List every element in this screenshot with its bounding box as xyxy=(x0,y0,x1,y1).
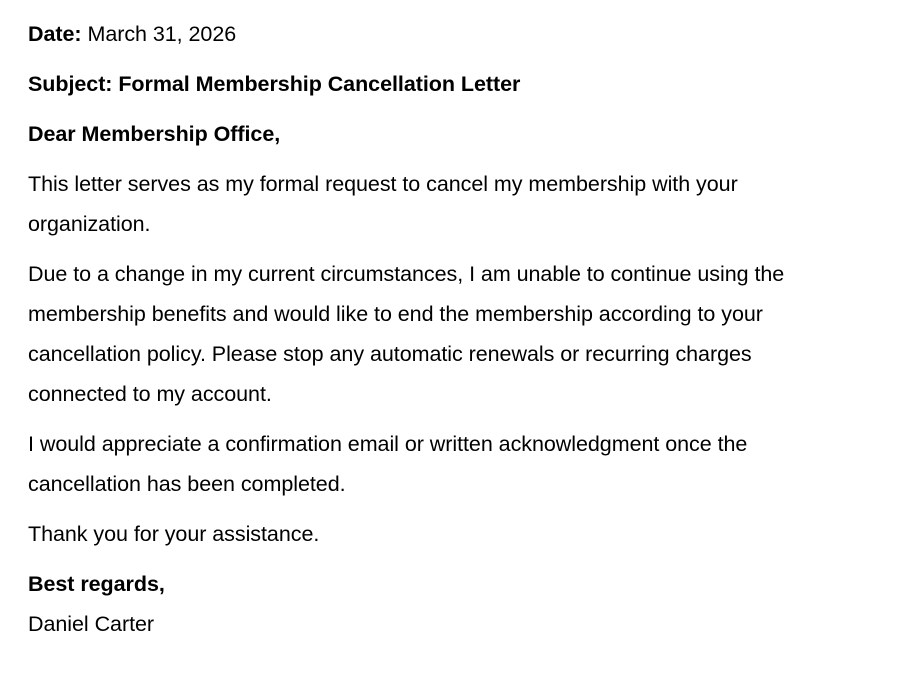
subject-line: Subject: Formal Membership Cancellation Letter xyxy=(28,72,521,96)
salutation: Dear Membership Office, xyxy=(28,122,281,146)
date-value: March 31, 2026 xyxy=(87,22,237,46)
closing-line: Best regards, xyxy=(28,572,165,596)
date-label: Date: xyxy=(28,22,82,46)
body-paragraph-3: I would appreciate a confirmation email or written acknowledgment once the cancellation has been completed. xyxy=(28,432,748,496)
body-paragraph-2: Due to a change in my current circumstances, I am unable to continue using the membership benefits and would like to end the membership according to your cancellation policy. Please stop any automatic renewals or recurring charges connected to my account. xyxy=(28,262,785,406)
body-paragraph-4: Thank you for your assistance. xyxy=(28,522,320,546)
date-line xyxy=(28,14,855,54)
signature-name: Daniel Carter xyxy=(28,612,155,636)
body-paragraph-1: This letter serves as my formal request to cancel my membership with your organization. xyxy=(28,172,738,236)
